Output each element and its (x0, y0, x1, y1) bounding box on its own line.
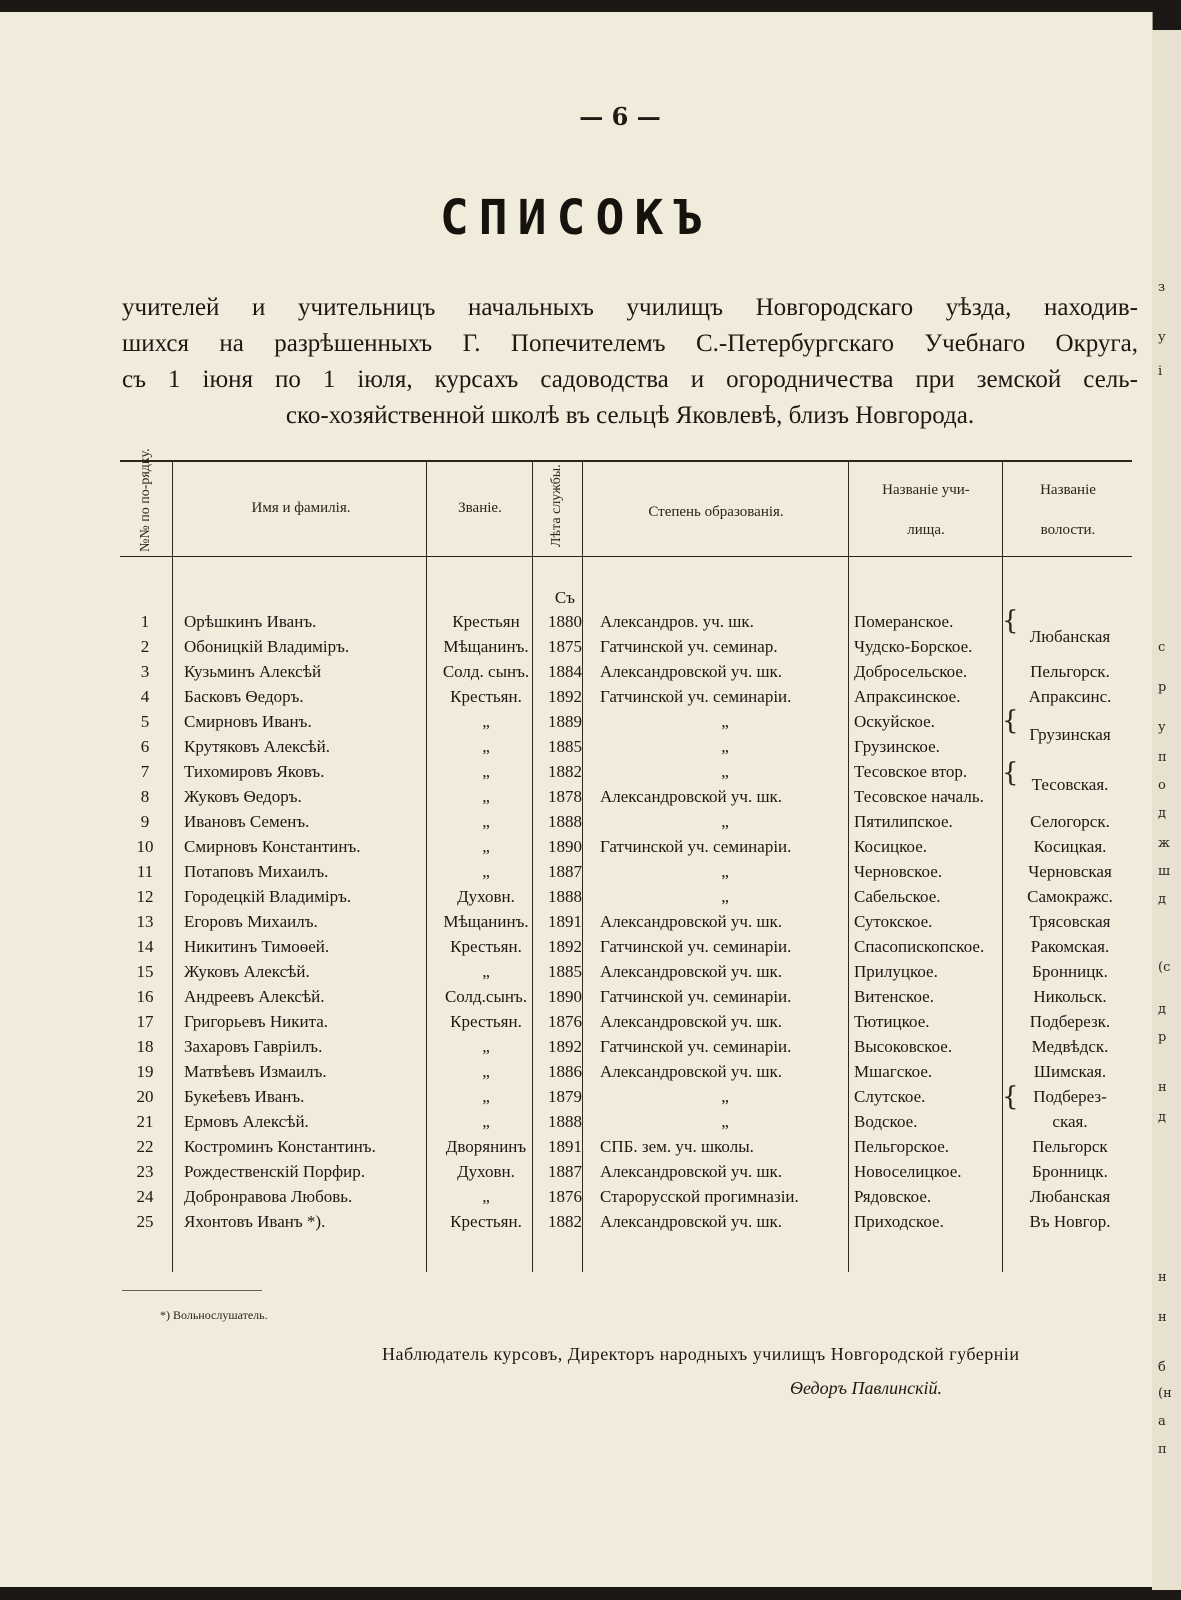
teacher-name: Кузьминъ Алексѣй (184, 662, 322, 681)
school-name: Оскуйское. (854, 712, 935, 731)
merged-volost: Подберез- (1033, 1087, 1107, 1106)
teacher-rank: „ (482, 1062, 490, 1081)
school-name: Витенское. (854, 987, 934, 1006)
school-name: Тесовское началь. (854, 787, 984, 806)
table-row (120, 1160, 1132, 1185)
row-number: 25 (136, 1212, 154, 1231)
teacher-rank: „ (482, 737, 490, 756)
row-number: 24 (136, 1187, 154, 1206)
volost-name: Подберезк. (1029, 1012, 1111, 1031)
school-name: Черновское. (854, 862, 943, 881)
teacher-rank: „ (482, 862, 490, 881)
brace-mark: { (1002, 758, 1019, 788)
school-name: Косицкое. (854, 837, 928, 856)
education: Александров. уч. шк. (600, 612, 754, 631)
teacher-name: Смирновъ Константинъ. (184, 837, 361, 856)
table-row (120, 660, 1132, 685)
table-row (120, 985, 1132, 1010)
education: „ (721, 1087, 729, 1106)
teacher-rank: Крестьян (452, 612, 520, 631)
row-number: 18 (136, 1037, 154, 1056)
school-name: Тесовское втор. (854, 762, 968, 781)
service-year: 1882 (548, 1212, 582, 1231)
volost-name: Любанская (1029, 1187, 1111, 1206)
teacher-name: Букеѣевъ Иванъ. (184, 1087, 305, 1106)
volost-name: Шимская. (1033, 1062, 1107, 1081)
service-year: 1875 (548, 637, 582, 656)
row-number: 8 (140, 787, 150, 806)
row-number: 12 (136, 887, 154, 906)
teacher-name: Григорьевъ Никита. (184, 1012, 329, 1031)
education: „ (721, 762, 729, 781)
row-number: 15 (136, 962, 154, 981)
teacher-name: Добронравова Любовь. (184, 1187, 353, 1206)
education: Александровской уч. шк. (600, 1062, 783, 1081)
row-number: 22 (136, 1137, 154, 1156)
row-number: 5 (140, 712, 150, 731)
row-number: 11 (136, 862, 154, 881)
teacher-name: Рождественскій Порфир. (184, 1162, 366, 1181)
education: „ (721, 737, 729, 756)
footnote: *) Вольнослушатель. (160, 1308, 268, 1322)
merged-volost: Грузинская (1029, 725, 1111, 744)
education: Александровской уч. шк. (600, 1012, 783, 1031)
service-year: 1889 (548, 712, 582, 731)
education: Александровской уч. шк. (600, 787, 783, 806)
volost-name: Ракомская. (1030, 937, 1110, 956)
volost-name: Селогорск. (1030, 812, 1110, 831)
teacher-name: Крутяковъ Алексѣй. (184, 737, 330, 756)
service-year: 1892 (548, 1037, 582, 1056)
teacher-name: Городецкій Владиміръ. (184, 887, 352, 906)
education: Гатчинской уч. семинар. (600, 637, 778, 656)
service-year: 1888 (548, 812, 582, 831)
service-year: 1891 (548, 912, 582, 931)
volost-name: Бронницк. (1032, 1162, 1108, 1181)
teacher-rank: Крестьян. (450, 1212, 522, 1231)
teacher-rank: „ (482, 787, 490, 806)
service-year: 1880 (548, 612, 582, 631)
teacher-name: Смирновъ Иванъ. (184, 712, 312, 731)
teacher-name: Никитинъ Тимоѳей. (184, 937, 330, 956)
teacher-rank: „ (482, 712, 490, 731)
subtitle-line: шихся на разрѣшенныхъ Г. Попечителемъ С.-Петербургскаго Учебнаго Округа, (122, 330, 1138, 357)
education: СПБ. зем. уч. школы. (600, 1137, 754, 1156)
volost-name: Черновская (1028, 862, 1112, 881)
table-row (120, 910, 1132, 935)
table-row (120, 935, 1132, 960)
teacher-rank: „ (482, 1087, 490, 1106)
teacher-rank: Мѣщанинъ. (443, 637, 529, 656)
education: „ (721, 862, 729, 881)
school-name: Приходское. (854, 1212, 944, 1231)
table-row (120, 1110, 1132, 1135)
teacher-name: Жуковъ Ѳедоръ. (184, 787, 302, 806)
education: Александровской уч. шк. (600, 1162, 783, 1181)
merged-volost: Тесовская. (1031, 775, 1109, 794)
teacher-name: Костроминъ Константинъ. (184, 1137, 376, 1156)
school-name: Апраксинское. (854, 687, 961, 706)
header-volost-1: Названіе (1040, 482, 1096, 498)
table-row (120, 1135, 1132, 1160)
header-number: №№ по по-рядку. (138, 448, 153, 552)
teacher-name: Потаповъ Михаилъ. (184, 862, 329, 881)
table-row (120, 860, 1132, 885)
row-number: 19 (136, 1062, 154, 1081)
table-row (120, 885, 1132, 910)
row-number: 2 (140, 637, 150, 656)
education: Гатчинской уч. семинаріи. (600, 987, 792, 1006)
header-education: Степень образованія. (648, 504, 784, 520)
teacher-rank: „ (482, 812, 490, 831)
service-year: 1884 (548, 662, 582, 681)
table-row (120, 758, 1132, 788)
school-name: Сабельское. (854, 887, 941, 906)
table-row (120, 835, 1132, 860)
education: Гатчинской уч. семинаріи. (600, 687, 792, 706)
service-year: 1888 (548, 1112, 582, 1131)
school-name: Померанское. (854, 612, 954, 631)
page-number: — 6 — (579, 102, 661, 131)
teacher-rank: Солд. сынъ. (442, 662, 530, 681)
service-year: 1885 (548, 962, 582, 981)
teacher-rank: Дворянинъ (445, 1137, 527, 1156)
service-year: 1887 (548, 1162, 582, 1181)
teacher-rank: „ (482, 1112, 490, 1131)
adjacent-page-edge: з у і с р у п о д ж ш д (с д р н д н н б (н а п (1152, 30, 1181, 1590)
volost-name: Пельгорск (1032, 1137, 1108, 1156)
education: „ (721, 712, 729, 731)
brace-mark: { (1002, 706, 1019, 736)
document-subtitle (122, 290, 1138, 434)
teachers-table (120, 448, 1132, 1272)
table-row (120, 1060, 1132, 1085)
education: Гатчинской уч. семинаріи. (600, 837, 792, 856)
row-number: 16 (136, 987, 154, 1006)
teacher-name: Ермовъ Алексѣй. (184, 1112, 309, 1131)
school-name: Пельгорское. (854, 1137, 950, 1156)
teacher-name: Тихомировъ Яковъ. (184, 762, 325, 781)
table-row (120, 1010, 1132, 1035)
school-name: Добросельское. (854, 662, 968, 681)
document-page (0, 12, 1153, 1587)
service-year: 1892 (548, 687, 582, 706)
teacher-rank: Солд.сынъ. (444, 987, 528, 1006)
service-year: 1879 (548, 1087, 582, 1106)
teacher-name: Яхонтовъ Иванъ *). (184, 1212, 326, 1231)
volost-name: Апраксинс. (1028, 687, 1112, 706)
teacher-rank: Духовн. (457, 887, 515, 906)
service-year: 1882 (548, 762, 582, 781)
school-name: Водское. (854, 1112, 918, 1131)
subtitle-line: ско-хозяйственной школѣ въ сельцѣ Яковлевѣ, близъ Новгорода. (285, 402, 975, 429)
table-row (120, 706, 1132, 736)
row-number: 4 (140, 687, 150, 706)
table-row (120, 685, 1132, 710)
school-name: Чудско-Борское. (854, 637, 973, 656)
header-volost-2: волости. (1040, 522, 1096, 538)
year-prefix: Съ (554, 588, 576, 607)
row-number: 1 (140, 612, 150, 631)
table-header-rule (120, 556, 1132, 557)
volost-name: Косицкая. (1033, 837, 1107, 856)
table-row (120, 606, 1132, 636)
volost-name: Бронницк. (1032, 962, 1108, 981)
education: „ (721, 887, 729, 906)
row-number: 21 (136, 1112, 154, 1131)
teacher-rank: Мѣщанинъ. (443, 912, 529, 931)
teacher-name: Егоровъ Михаилъ. (184, 912, 318, 931)
teacher-name: Андреевъ Алексѣй. (184, 987, 325, 1006)
education: Александровской уч. шк. (600, 662, 783, 681)
table-row (120, 635, 1132, 660)
teacher-name: Обоницкій Владиміръ. (184, 637, 350, 656)
header-school-1: Названіе учи- (882, 482, 970, 498)
table-row (120, 810, 1132, 835)
subtitle-line: съ 1 іюня по 1 іюля, курсахъ садоводства и огородничества при земской сель- (122, 366, 1138, 393)
table-row (120, 785, 1132, 810)
teacher-rank: Крестьян. (450, 1012, 522, 1031)
school-name: Спасопископское. (854, 937, 985, 956)
row-number: 17 (136, 1012, 154, 1031)
teacher-name: Матвѣевъ Измаилъ. (184, 1062, 327, 1081)
row-number: 23 (136, 1162, 154, 1181)
table-row (120, 1185, 1132, 1210)
volost-name: Никольск. (1033, 987, 1107, 1006)
header-years: Лѣта службы. (549, 464, 564, 547)
school-name: Слутское. (854, 1087, 926, 1106)
teacher-rank: Крестьян. (450, 687, 522, 706)
volost-name: Трясовская (1029, 912, 1111, 931)
service-year: 1887 (548, 862, 582, 881)
teacher-rank: Крестьян. (450, 937, 522, 956)
education: Александровской уч. шк. (600, 962, 783, 981)
school-name: Тютицкое. (854, 1012, 930, 1031)
brace-mark: { (1002, 606, 1019, 636)
education: Александровской уч. шк. (600, 912, 783, 931)
service-year: 1876 (548, 1012, 582, 1031)
teacher-name: Ивановъ Семенъ. (184, 812, 310, 831)
row-number: 13 (136, 912, 154, 931)
table-row (120, 960, 1132, 985)
school-name: Мшагское. (854, 1062, 933, 1081)
row-number: 3 (140, 662, 150, 681)
school-name: Новоселицкое. (854, 1162, 962, 1181)
education: Александровской уч. шк. (600, 1212, 783, 1231)
row-number: 6 (140, 737, 150, 756)
row-number: 14 (136, 937, 154, 956)
signer-role: Наблюдатель курсовъ, Директоръ народныхъ училищъ Новгородской губерніи (382, 1344, 1020, 1364)
subtitle-line: учителей и учительницъ начальныхъ училищъ Новгородскаго уѣзда, находив- (122, 294, 1138, 321)
teacher-rank: „ (482, 762, 490, 781)
teacher-name: Орѣшкинъ Иванъ. (184, 612, 317, 631)
school-name: Прилуцкое. (854, 962, 938, 981)
service-year: 1892 (548, 937, 582, 956)
table-row (120, 1035, 1132, 1060)
table-top-rule (120, 460, 1132, 462)
education: Гатчинской уч. семинаріи. (600, 1037, 792, 1056)
education: „ (721, 1112, 729, 1131)
merged-volost: ская. (1052, 1112, 1088, 1131)
volost-name: Самокражс. (1027, 887, 1113, 906)
school-name: Рядовское. (854, 1187, 932, 1206)
school-name: Высоковское. (854, 1037, 953, 1056)
volost-name: Въ Новгор. (1029, 1212, 1111, 1231)
teacher-name: Захаровъ Гавріилъ. (184, 1037, 323, 1056)
row-number: 20 (136, 1087, 154, 1106)
row-number: 9 (140, 812, 150, 831)
school-name: Грузинское. (854, 737, 940, 756)
service-year: 1890 (548, 837, 582, 856)
education: Гатчинской уч. семинаріи. (600, 937, 792, 956)
signer-name: Ѳедоръ Павлинскій. (790, 1378, 942, 1398)
teacher-name: Жуковъ Алексѣй. (184, 962, 310, 981)
service-year: 1876 (548, 1187, 582, 1206)
teacher-rank: „ (482, 1037, 490, 1056)
header-school-2: лища. (907, 522, 945, 538)
volost-name: Медвѣдск. (1031, 1037, 1109, 1056)
teacher-rank: „ (482, 1187, 490, 1206)
document-title: СПИСОКЪ (439, 190, 713, 246)
school-name: Пятилипское. (854, 812, 953, 831)
footnote-rule (122, 1290, 262, 1291)
education: „ (721, 812, 729, 831)
service-year: 1878 (548, 787, 582, 806)
teacher-rank: „ (482, 962, 490, 981)
header-name: Имя и фамилія. (251, 500, 351, 516)
education: Старорусской прогимназіи. (600, 1187, 799, 1206)
teacher-name: Басковъ Ѳедоръ. (184, 687, 304, 706)
service-year: 1888 (548, 887, 582, 906)
teacher-rank: Духовн. (457, 1162, 515, 1181)
table-row (120, 1210, 1132, 1235)
service-year: 1891 (548, 1137, 582, 1156)
table-row (120, 735, 1132, 760)
teacher-rank: „ (482, 837, 490, 856)
brace-mark: { (1002, 1082, 1019, 1112)
row-number: 10 (136, 837, 154, 856)
table-row (120, 1082, 1132, 1112)
volost-name: Пельгорск. (1030, 662, 1110, 681)
school-name: Сутокское. (854, 912, 933, 931)
service-year: 1886 (548, 1062, 582, 1081)
service-year: 1890 (548, 987, 582, 1006)
header-rank: Званіе. (458, 500, 502, 516)
row-number: 7 (140, 762, 150, 781)
merged-volost: Любанская (1029, 627, 1111, 646)
service-year: 1885 (548, 737, 582, 756)
